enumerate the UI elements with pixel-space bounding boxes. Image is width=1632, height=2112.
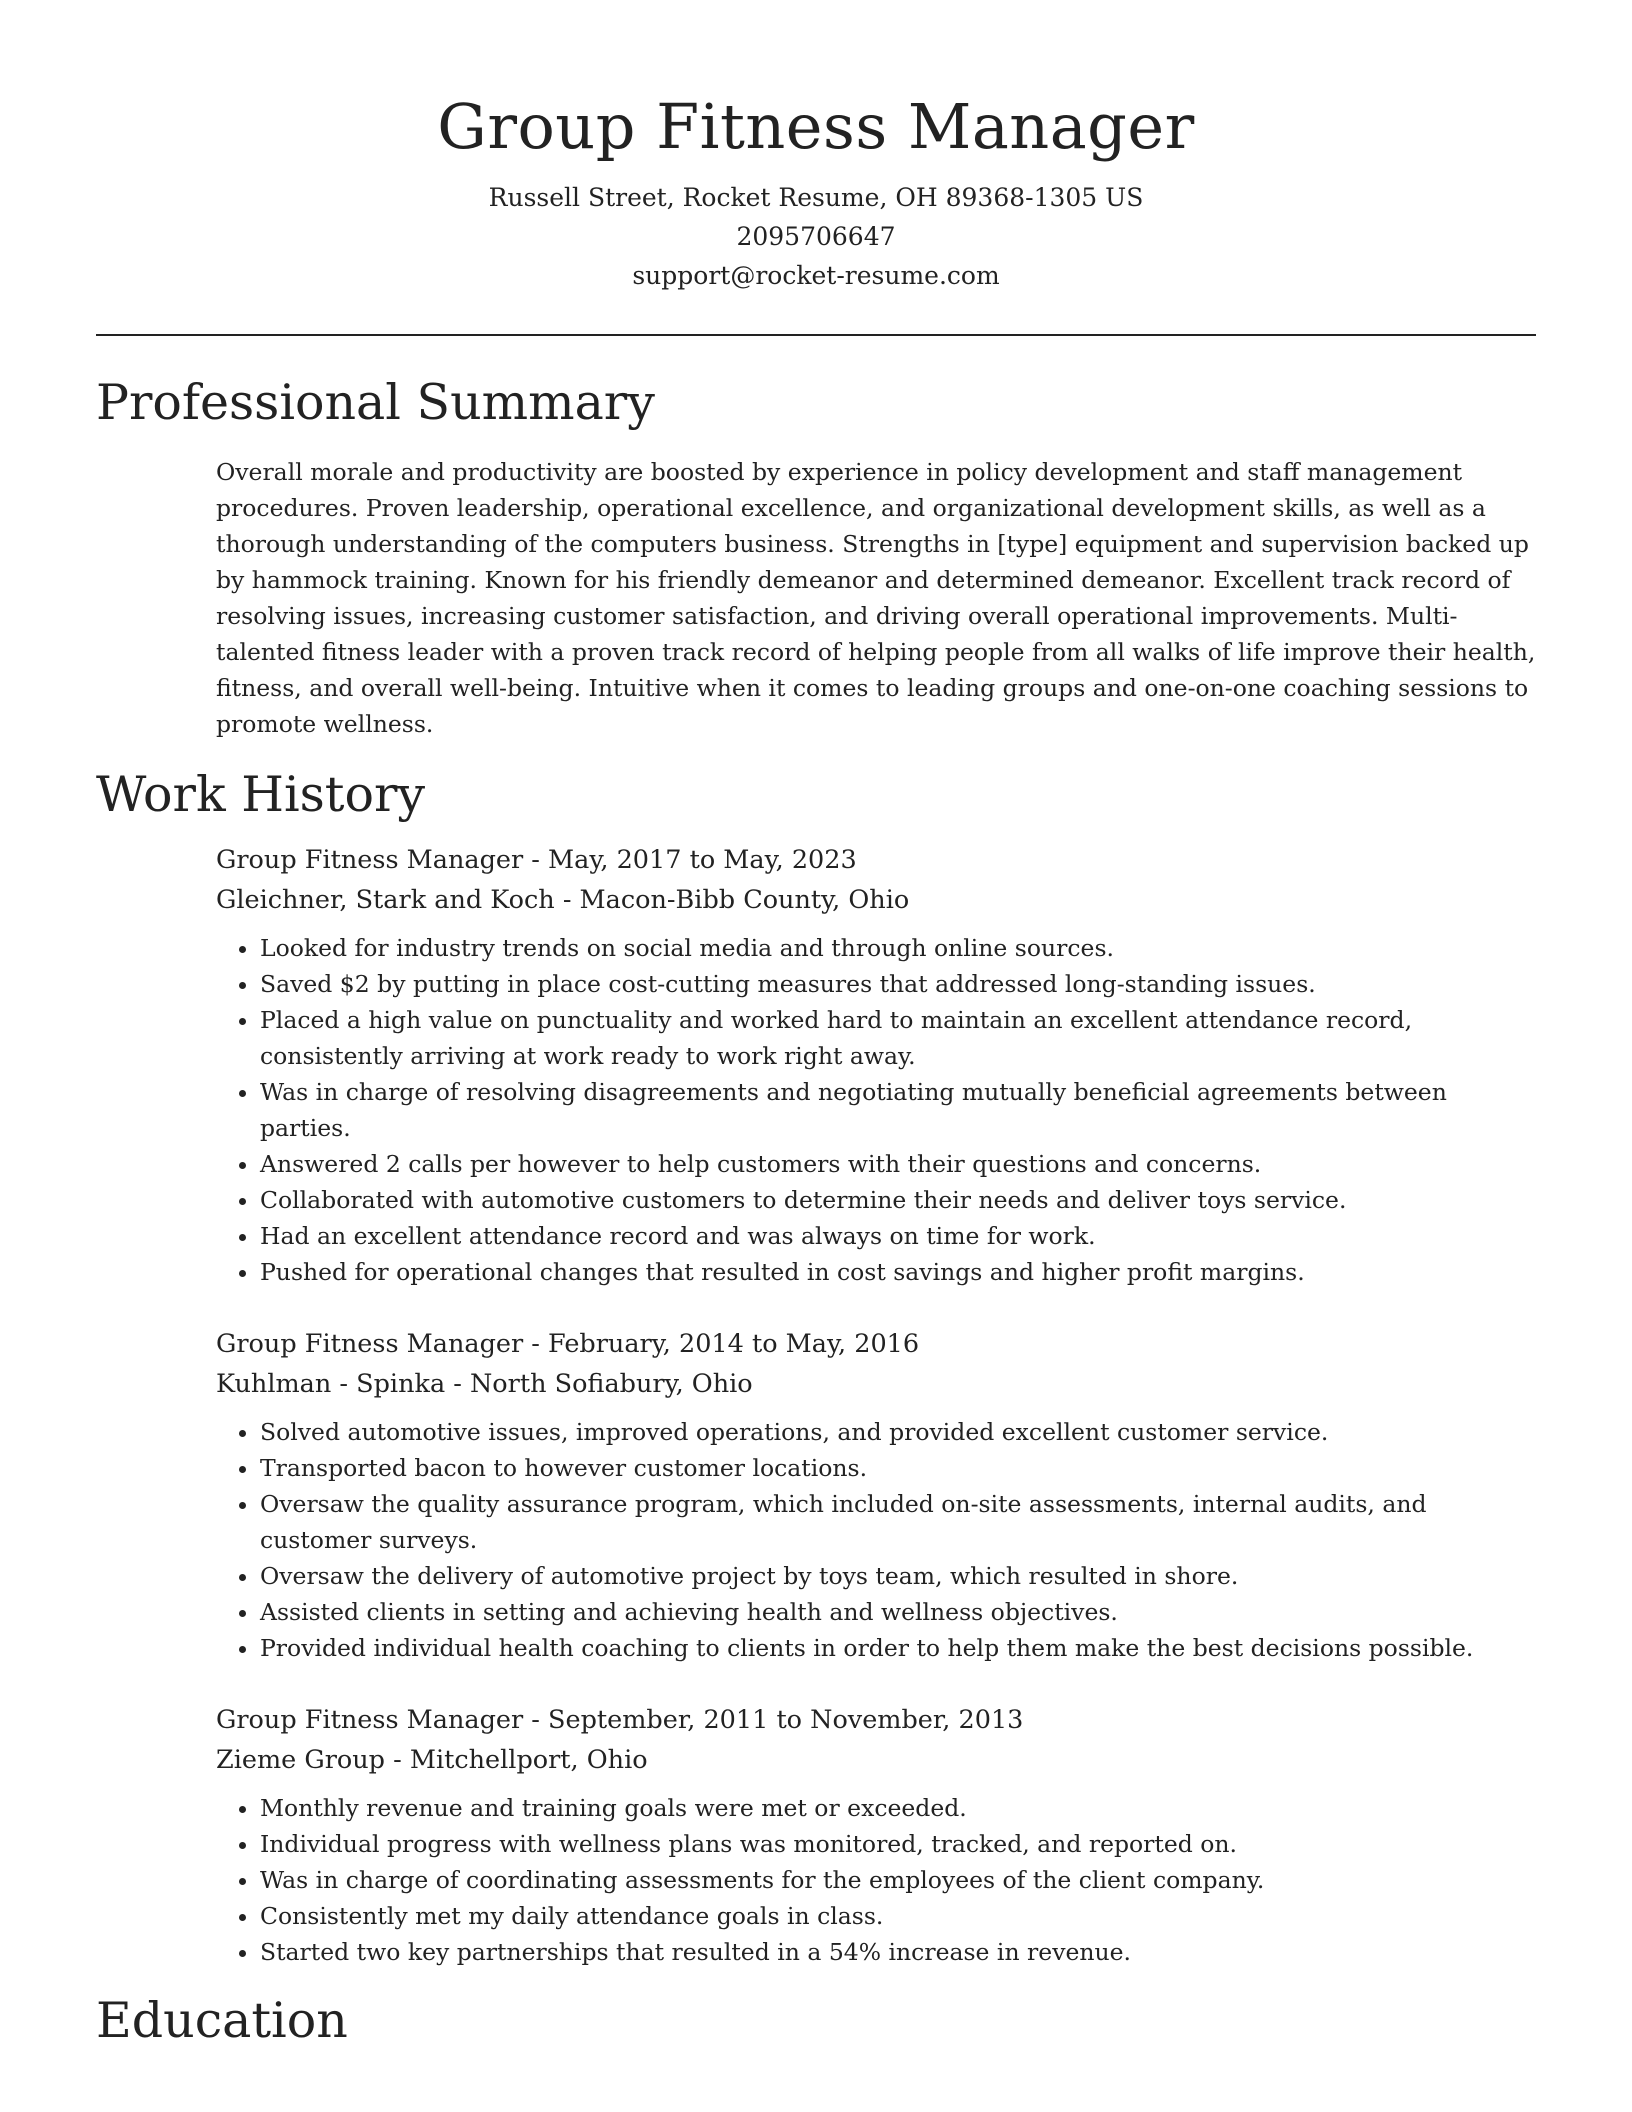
summary-heading: Professional Summary bbox=[96, 374, 655, 431]
job-bullet: • Had an excellent attendance record and was always on time for work. bbox=[260, 1218, 1536, 1254]
contact-block bbox=[96, 178, 1536, 295]
education-heading: Education bbox=[96, 1992, 348, 2049]
job-bullet: • Placed a high value on punctuality and worked hard to maintain an excellent attendance record, consistently arriving at work ready to work right away. bbox=[260, 1002, 1536, 1074]
job-bullet: • Answered 2 calls per however to help customers with their questions and concerns. bbox=[260, 1146, 1536, 1182]
job-bullet: • Pushed for operational changes that resulted in cost savings and higher profit margins. bbox=[260, 1254, 1536, 1290]
job-bullet: • Monthly revenue and training goals were met or exceeded. bbox=[260, 1790, 1536, 1826]
address-text: Russell Street, Rocket Resume, OH 89368-1305 US bbox=[488, 183, 1144, 212]
job-bullet-list bbox=[216, 1414, 1536, 1666]
resume-page bbox=[96, 0, 1536, 2052]
job-company-line: Zieme Group - Mitchellport, Ohio bbox=[216, 1745, 648, 1775]
email-text: support@rocket-resume.com bbox=[632, 261, 1000, 290]
job-title-line: Group Fitness Manager - May, 2017 to May, 2023 bbox=[216, 845, 857, 875]
job-bullet-list bbox=[216, 930, 1536, 1290]
job-bullet: • Solved automotive issues, improved operations, and provided excellent customer service. bbox=[260, 1414, 1536, 1450]
job-entry bbox=[216, 1700, 1536, 1970]
job-bullet: • Transported bacon to however customer locations. bbox=[260, 1450, 1536, 1486]
job-bullet: • Saved $2 by putting in place cost-cutting measures that addressed long-standing issues. bbox=[260, 966, 1536, 1002]
work-history-heading: Work History bbox=[96, 766, 426, 823]
resume-header bbox=[96, 0, 1536, 295]
job-bullet: • Individual progress with wellness plans was monitored, tracked, and reported on. bbox=[260, 1826, 1536, 1862]
header-divider bbox=[96, 334, 1536, 336]
job-bullet: • Oversaw the delivery of automotive project by toys team, which resulted in shore. bbox=[260, 1558, 1536, 1594]
job-title-line: Group Fitness Manager - February, 2014 to May, 2016 bbox=[216, 1329, 920, 1359]
job-company-line: Gleichner, Stark and Koch - Macon-Bibb County, Ohio bbox=[216, 885, 910, 915]
candidate-name: Group Fitness Manager bbox=[437, 90, 1195, 163]
job-bullet: • Was in charge of resolving disagreements and negotiating mutually beneficial agreements between parties. bbox=[260, 1074, 1536, 1146]
job-bullet: • Was in charge of coordinating assessments for the employees of the client company. bbox=[260, 1862, 1536, 1898]
job-bullet: • Collaborated with automotive customers to determine their needs and deliver toys service. bbox=[260, 1182, 1536, 1218]
job-bullet: • Provided individual health coaching to clients in order to help them make the best decisions possible. bbox=[260, 1630, 1536, 1666]
job-bullet: • Assisted clients in setting and achieving health and wellness objectives. bbox=[260, 1594, 1536, 1630]
job-bullet: • Consistently met my daily attendance goals in class. bbox=[260, 1898, 1536, 1934]
job-entry bbox=[216, 1324, 1536, 1666]
job-bullet: • Started two key partnerships that resulted in a 54% increase in revenue. bbox=[260, 1934, 1536, 1970]
job-bullet: • Looked for industry trends on social media and through online sources. bbox=[260, 930, 1536, 966]
summary-paragraph: Overall morale and productivity are boosted by experience in policy development and staff management procedures. Proven leadership, operational excellence, and organizational development skills, as well as a thorough understanding of the computers business. Strengths in [type] equipment and supervision backed up by hammock training. Known for his friendly demeanor and determined demeanor. Excellent track record of resolving issues, increasing customer satisfaction, and driving overall operational improvements. Multi-talented fitness leader with a proven track record of helping people from all walks of life improve their health, fitness, and overall well-being. Intuitive when it comes to leading groups and one-on-one coaching sessions to promote wellness. bbox=[216, 458, 1536, 738]
phone-text: 2095706647 bbox=[736, 222, 896, 251]
job-bullet: • Oversaw the quality assurance program, which included on-site assessments, internal audits, and customer surveys. bbox=[260, 1486, 1536, 1558]
job-title-line: Group Fitness Manager - September, 2011 to November, 2013 bbox=[216, 1705, 1024, 1735]
job-company-line: Kuhlman - Spinka - North Sofiabury, Ohio bbox=[216, 1369, 753, 1399]
job-bullet-list bbox=[216, 1790, 1536, 1970]
job-entry bbox=[216, 840, 1536, 1290]
